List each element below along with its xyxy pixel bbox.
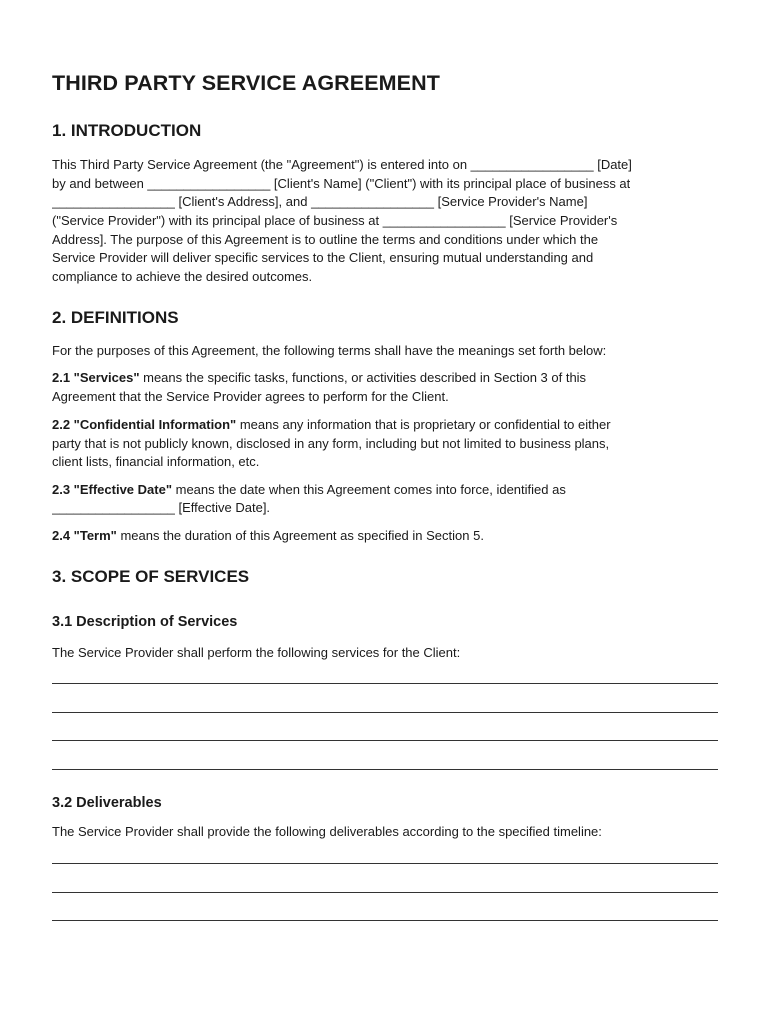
paragraph-line: Service Provider will deliver specific services to the Client, ensuring mutual understanding and — [52, 250, 594, 265]
definition-term: 2.4 "Term" — [52, 528, 117, 543]
description-of-services-heading: 3.1 Description of Services — [52, 614, 238, 630]
deliverables-blank-line[interactable] — [52, 863, 718, 864]
definitions-intro: For the purposes of this Agreement, the following terms shall have the meanings set forth below: — [52, 343, 607, 358]
paragraph-line: Address]. The purpose of this Agreement is to outline the terms and conditions under which the — [52, 232, 599, 247]
definition-text: means the duration of this Agreement as specified in Section 5. — [116, 528, 484, 543]
paragraph-line: ("Service Provider") with its principal place of business at _________________ [Service Provider's — [52, 213, 618, 228]
services-blank-line[interactable] — [52, 683, 718, 684]
definition-term: 2.1 "Services" — [52, 370, 140, 385]
paragraph-line: _________________ [Client's Address], and _________________ [Service Provider's Name] — [52, 194, 588, 209]
definition-term: 2.2 "Confidential Information" — [52, 417, 237, 432]
definition-line: client lists, financial information, etc. — [52, 454, 260, 469]
services-blank-line[interactable] — [52, 740, 718, 741]
definition-text: means the date when this Agreement comes into force, identified as — [172, 482, 566, 497]
paragraph-line: This Third Party Service Agreement (the "Agreement") is entered into on _________________ [Date] — [52, 157, 632, 172]
definition-term: 2.3 "Effective Date" — [52, 482, 172, 497]
deliverables-blank-line[interactable] — [52, 920, 718, 921]
definition-line: _________________ [Effective Date]. — [52, 500, 271, 515]
definition-text: means the specific tasks, functions, or activities described in Section 3 of this — [139, 370, 587, 385]
services-blank-line[interactable] — [52, 769, 718, 770]
deliverables-blank-line[interactable] — [52, 892, 718, 893]
definition-line — [52, 369, 586, 387]
definitions-heading: 2. DEFINITIONS — [52, 308, 179, 327]
deliverables-intro: The Service Provider shall provide the following deliverables according to the specified timeline: — [52, 824, 602, 839]
paragraph-line: by and between _________________ [Client's Name] ("Client") with its principal place of business at — [52, 176, 631, 191]
definition-line — [52, 481, 566, 499]
scope-heading: 3. SCOPE OF SERVICES — [52, 567, 250, 586]
definition-line — [52, 416, 611, 434]
definition-text: means any information that is proprietary or confidential to either — [236, 417, 611, 432]
definition-line: party that is not publicly known, disclosed in any form, including but not limited to business plans, — [52, 436, 610, 451]
definition-line: Agreement that the Service Provider agrees to perform for the Client. — [52, 389, 449, 404]
definition-line — [52, 527, 484, 545]
services-blank-line[interactable] — [52, 712, 718, 713]
document-title: THIRD PARTY SERVICE AGREEMENT — [52, 71, 440, 95]
description-of-services-intro: The Service Provider shall perform the following services for the Client: — [52, 645, 461, 660]
introduction-heading: 1. INTRODUCTION — [52, 121, 202, 140]
paragraph-line: compliance to achieve the desired outcomes. — [52, 269, 313, 284]
deliverables-heading: 3.2 Deliverables — [52, 795, 162, 811]
